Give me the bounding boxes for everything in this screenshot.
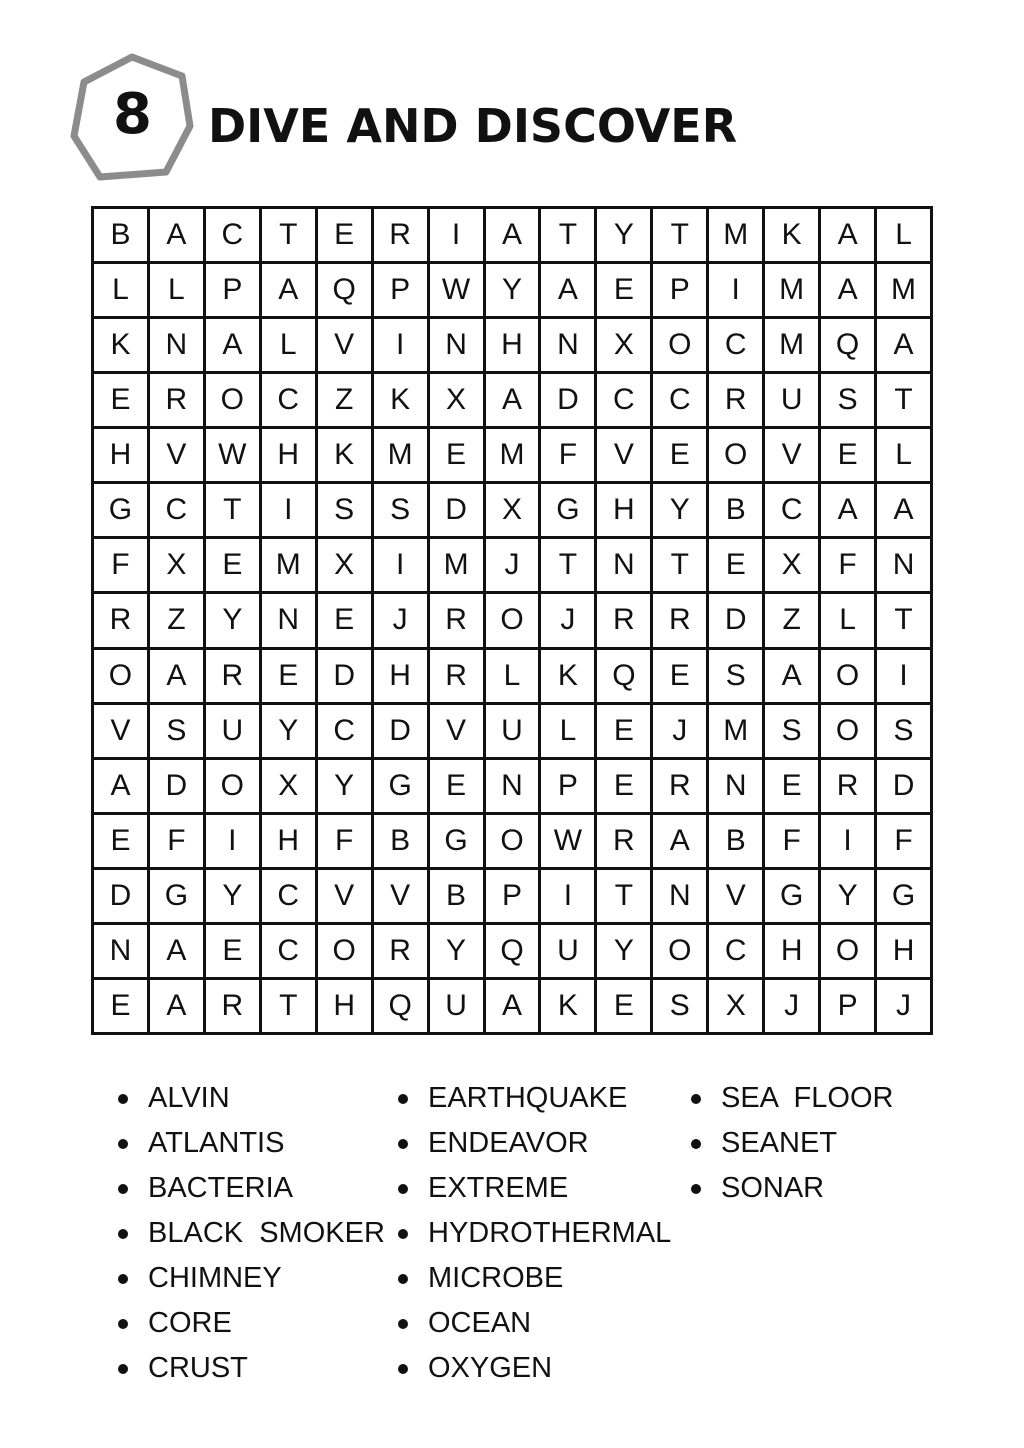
grid-cell: D <box>709 594 765 649</box>
grid-cell: S <box>318 484 374 539</box>
grid-cell: V <box>150 429 206 484</box>
grid-cell: A <box>206 319 262 374</box>
grid-cell: C <box>206 209 262 264</box>
grid-cell: E <box>94 980 150 1035</box>
bullet-icon <box>118 1229 128 1239</box>
bullet-icon <box>118 1184 128 1194</box>
grid-cell: U <box>206 705 262 760</box>
grid-cell: I <box>709 264 765 319</box>
grid-cell: O <box>821 925 877 980</box>
grid-cell: J <box>877 980 933 1035</box>
grid-cell: E <box>821 429 877 484</box>
bullet-icon <box>398 1094 408 1104</box>
grid-cell: Q <box>597 650 653 705</box>
grid-cell: D <box>94 870 150 925</box>
bullet-icon <box>398 1139 408 1149</box>
grid-cell: A <box>821 209 877 264</box>
grid-cell: B <box>374 815 430 870</box>
page-title: DIVE AND DISCOVER <box>208 99 738 153</box>
grid-cell: R <box>206 650 262 705</box>
grid-cell: V <box>94 705 150 760</box>
grid-cell: H <box>877 925 933 980</box>
grid-cell: E <box>430 429 486 484</box>
grid-cell: R <box>821 760 877 815</box>
grid-cell: O <box>94 650 150 705</box>
grid-cell: I <box>821 815 877 870</box>
grid-cell: H <box>765 925 821 980</box>
bullet-icon <box>691 1094 701 1104</box>
grid-cell: S <box>821 374 877 429</box>
grid-cell: N <box>709 760 765 815</box>
grid-cell: B <box>709 484 765 539</box>
word-label: ATLANTIS <box>148 1127 285 1159</box>
grid-cell: R <box>709 374 765 429</box>
grid-cell: L <box>877 209 933 264</box>
puzzle-number-badge <box>70 52 195 187</box>
grid-cell: Y <box>206 870 262 925</box>
grid-cell: E <box>653 650 709 705</box>
grid-cell: J <box>541 594 597 649</box>
grid-cell: R <box>206 980 262 1035</box>
bullet-icon <box>118 1274 128 1284</box>
grid-cell: I <box>206 815 262 870</box>
grid-cell: J <box>486 539 542 594</box>
grid-cell: Q <box>374 980 430 1035</box>
grid-cell: U <box>541 925 597 980</box>
bullet-icon <box>691 1139 701 1149</box>
grid-cell: O <box>821 650 877 705</box>
grid-cell: A <box>486 374 542 429</box>
grid-cell: R <box>653 760 709 815</box>
grid-cell: S <box>653 980 709 1035</box>
grid-cell: V <box>430 705 486 760</box>
grid-cell: A <box>262 264 318 319</box>
grid-cell: C <box>597 374 653 429</box>
grid-cell: A <box>877 484 933 539</box>
grid-cell: J <box>765 980 821 1035</box>
bullet-icon <box>398 1229 408 1239</box>
grid-cell: C <box>709 925 765 980</box>
grid-cell: H <box>262 815 318 870</box>
grid-cell: D <box>374 705 430 760</box>
grid-cell: K <box>765 209 821 264</box>
grid-cell: S <box>709 650 765 705</box>
grid-cell: E <box>94 374 150 429</box>
word-list-item <box>118 1076 385 1121</box>
grid-cell: A <box>486 209 542 264</box>
grid-cell: N <box>262 594 318 649</box>
grid-cell: K <box>374 374 430 429</box>
word-list-column-2 <box>398 1076 671 1391</box>
grid-cell: H <box>597 484 653 539</box>
grid-cell: T <box>877 594 933 649</box>
word-list-item <box>398 1256 671 1301</box>
grid-cell: E <box>94 815 150 870</box>
grid-cell: D <box>430 484 486 539</box>
grid-cell: M <box>877 264 933 319</box>
bullet-icon <box>118 1139 128 1149</box>
grid-cell: R <box>150 374 206 429</box>
grid-cell: C <box>262 925 318 980</box>
grid-cell: H <box>486 319 542 374</box>
word-list-column-3 <box>691 1076 893 1211</box>
word-list-item <box>118 1121 385 1166</box>
bullet-icon <box>691 1184 701 1194</box>
grid-cell: T <box>206 484 262 539</box>
word-label: CORE <box>148 1307 232 1339</box>
grid-cell: E <box>318 209 374 264</box>
word-label: OXYGEN <box>428 1352 553 1384</box>
grid-cell: O <box>486 815 542 870</box>
grid-cell: E <box>597 264 653 319</box>
grid-cell: F <box>318 815 374 870</box>
grid-cell: X <box>262 760 318 815</box>
grid-cell: P <box>653 264 709 319</box>
bullet-icon <box>398 1364 408 1374</box>
grid-cell: R <box>653 594 709 649</box>
grid-cell: Y <box>206 594 262 649</box>
grid-cell: G <box>374 760 430 815</box>
grid-cell: N <box>430 319 486 374</box>
grid-cell: A <box>821 484 877 539</box>
grid-cell: T <box>262 209 318 264</box>
word-list-item <box>691 1121 893 1166</box>
bullet-icon <box>118 1319 128 1329</box>
grid-cell: C <box>653 374 709 429</box>
grid-cell: R <box>597 815 653 870</box>
grid-cell: C <box>765 484 821 539</box>
grid-cell: T <box>541 539 597 594</box>
word-list-item <box>118 1166 385 1211</box>
grid-cell: M <box>486 429 542 484</box>
grid-cell: Y <box>597 209 653 264</box>
grid-cell: R <box>430 650 486 705</box>
grid-cell: E <box>262 650 318 705</box>
grid-cell: R <box>597 594 653 649</box>
grid-cell: G <box>877 870 933 925</box>
grid-cell: T <box>877 374 933 429</box>
grid-cell: V <box>765 429 821 484</box>
grid-cell: H <box>262 429 318 484</box>
grid-cell: Q <box>318 264 374 319</box>
grid-cell: C <box>262 374 318 429</box>
grid-cell: U <box>430 980 486 1035</box>
word-label: CRUST <box>148 1352 248 1384</box>
grid-cell: E <box>597 705 653 760</box>
word-label: ALVIN <box>148 1082 230 1114</box>
grid-cell: E <box>597 760 653 815</box>
word-list-item <box>398 1211 671 1256</box>
grid-cell: E <box>597 980 653 1035</box>
grid-cell: R <box>374 925 430 980</box>
grid-cell: N <box>597 539 653 594</box>
grid-cell: C <box>318 705 374 760</box>
grid-cell: F <box>877 815 933 870</box>
grid-cell: R <box>430 594 486 649</box>
puzzle-header <box>70 52 970 187</box>
grid-cell: X <box>318 539 374 594</box>
grid-cell: M <box>374 429 430 484</box>
grid-cell: L <box>150 264 206 319</box>
grid-cell: G <box>430 815 486 870</box>
grid-cell: C <box>709 319 765 374</box>
grid-cell: M <box>430 539 486 594</box>
grid-cell: Y <box>262 705 318 760</box>
grid-cell: L <box>877 429 933 484</box>
grid-cell: S <box>765 705 821 760</box>
word-list-item <box>398 1076 671 1121</box>
grid-cell: P <box>541 760 597 815</box>
word-label: HYDROTHERMAL <box>428 1217 672 1249</box>
grid-cell: O <box>709 429 765 484</box>
word-label: ENDEAVOR <box>428 1127 589 1159</box>
bullet-icon <box>118 1094 128 1104</box>
grid-cell: W <box>206 429 262 484</box>
grid-cell: T <box>262 980 318 1035</box>
word-list-item <box>398 1346 671 1391</box>
grid-cell: G <box>94 484 150 539</box>
grid-cell: N <box>653 870 709 925</box>
word-list-item <box>398 1166 671 1211</box>
grid-cell: Y <box>821 870 877 925</box>
grid-cell: L <box>821 594 877 649</box>
grid-cell: O <box>486 594 542 649</box>
grid-cell: A <box>94 760 150 815</box>
grid-cell: V <box>709 870 765 925</box>
word-list-item <box>691 1076 893 1121</box>
grid-cell: O <box>206 374 262 429</box>
grid-cell: V <box>374 870 430 925</box>
grid-cell: P <box>374 264 430 319</box>
grid-cell: L <box>262 319 318 374</box>
grid-cell: F <box>821 539 877 594</box>
grid-cell: N <box>94 925 150 980</box>
word-list-item <box>118 1256 385 1301</box>
grid-cell: X <box>597 319 653 374</box>
word-label: SONAR <box>721 1172 825 1204</box>
grid-cell: A <box>150 209 206 264</box>
grid-cell: V <box>597 429 653 484</box>
grid-cell: N <box>486 760 542 815</box>
grid-cell: V <box>318 319 374 374</box>
grid-cell: G <box>541 484 597 539</box>
grid-cell: I <box>374 539 430 594</box>
grid-cell: A <box>653 815 709 870</box>
grid-cell: X <box>430 374 486 429</box>
word-list-item <box>398 1301 671 1346</box>
grid-cell: O <box>653 925 709 980</box>
grid-cell: E <box>318 594 374 649</box>
grid-cell: J <box>653 705 709 760</box>
grid-cell: Q <box>821 319 877 374</box>
grid-cell: N <box>150 319 206 374</box>
word-label: CHIMNEY <box>148 1262 282 1294</box>
grid-cell: I <box>877 650 933 705</box>
bullet-icon <box>398 1184 408 1194</box>
grid-cell: L <box>94 264 150 319</box>
grid-cell: O <box>653 319 709 374</box>
grid-cell: X <box>709 980 765 1035</box>
grid-cell: E <box>653 429 709 484</box>
grid-cell: U <box>486 705 542 760</box>
grid-cell: P <box>486 870 542 925</box>
grid-cell: G <box>765 870 821 925</box>
grid-cell: W <box>430 264 486 319</box>
grid-cell: M <box>262 539 318 594</box>
grid-cell: S <box>150 705 206 760</box>
grid-cell: D <box>877 760 933 815</box>
grid-cell: K <box>541 980 597 1035</box>
grid-cell: T <box>653 539 709 594</box>
grid-cell: C <box>150 484 206 539</box>
grid-cell: Z <box>150 594 206 649</box>
grid-cell: Z <box>318 374 374 429</box>
grid-cell: M <box>765 264 821 319</box>
grid-cell: Y <box>597 925 653 980</box>
grid-cell: F <box>94 539 150 594</box>
grid-cell: R <box>94 594 150 649</box>
grid-cell: A <box>541 264 597 319</box>
grid-cell: O <box>318 925 374 980</box>
grid-cell: G <box>150 870 206 925</box>
grid-cell: H <box>374 650 430 705</box>
grid-cell: X <box>486 484 542 539</box>
grid-cell: I <box>430 209 486 264</box>
grid-cell: L <box>486 650 542 705</box>
bullet-icon <box>398 1274 408 1284</box>
grid-cell: E <box>206 539 262 594</box>
grid-cell: E <box>430 760 486 815</box>
bullet-icon <box>398 1319 408 1329</box>
word-list-item <box>398 1121 671 1166</box>
grid-cell: J <box>374 594 430 649</box>
word-list-item <box>118 1301 385 1346</box>
word-list <box>118 1076 938 1396</box>
grid-cell: E <box>206 925 262 980</box>
grid-cell: V <box>318 870 374 925</box>
grid-cell: N <box>541 319 597 374</box>
grid-cell: S <box>877 705 933 760</box>
grid-cell: E <box>709 539 765 594</box>
grid-cell: K <box>318 429 374 484</box>
grid-cell: A <box>150 980 206 1035</box>
grid-cell: H <box>318 980 374 1035</box>
word-list-item <box>691 1166 893 1211</box>
grid-cell: D <box>150 760 206 815</box>
grid-cell: A <box>877 319 933 374</box>
grid-cell: R <box>374 209 430 264</box>
grid-cell: O <box>821 705 877 760</box>
grid-cell: B <box>430 870 486 925</box>
grid-cell: W <box>541 815 597 870</box>
grid-cell: I <box>541 870 597 925</box>
grid-cell: P <box>206 264 262 319</box>
grid-cell: F <box>541 429 597 484</box>
word-list-item <box>118 1211 385 1256</box>
grid-cell: S <box>374 484 430 539</box>
word-label: BACTERIA <box>148 1172 294 1204</box>
word-label: SEANET <box>721 1127 838 1159</box>
grid-cell: I <box>374 319 430 374</box>
grid-cell: A <box>765 650 821 705</box>
grid-cell: B <box>709 815 765 870</box>
grid-cell: M <box>765 319 821 374</box>
grid-cell: Q <box>486 925 542 980</box>
grid-cell: C <box>262 870 318 925</box>
word-label: BLACK SMOKER <box>148 1217 385 1249</box>
grid-cell: A <box>150 650 206 705</box>
grid-cell: Z <box>765 594 821 649</box>
word-list-item <box>118 1346 385 1391</box>
word-label: SEA FLOOR <box>721 1082 894 1114</box>
grid-cell: F <box>150 815 206 870</box>
grid-cell: M <box>709 209 765 264</box>
grid-cell: D <box>541 374 597 429</box>
puzzle-number: 8 <box>113 82 152 147</box>
grid-cell: T <box>541 209 597 264</box>
grid-cell: T <box>653 209 709 264</box>
grid-cell: T <box>597 870 653 925</box>
grid-cell: P <box>821 980 877 1035</box>
grid-cell: Y <box>653 484 709 539</box>
grid-cell: X <box>150 539 206 594</box>
word-label: MICROBE <box>428 1262 564 1294</box>
grid-cell: Y <box>318 760 374 815</box>
grid-cell: H <box>94 429 150 484</box>
grid-cell: K <box>541 650 597 705</box>
grid-cell: U <box>765 374 821 429</box>
word-label: EARTHQUAKE <box>428 1082 628 1114</box>
grid-cell: O <box>206 760 262 815</box>
grid-cell: D <box>318 650 374 705</box>
grid-cell: B <box>94 209 150 264</box>
bullet-icon <box>118 1364 128 1374</box>
grid-cell: A <box>150 925 206 980</box>
grid-cell: A <box>821 264 877 319</box>
word-list-column-1 <box>118 1076 385 1391</box>
grid-cell: E <box>765 760 821 815</box>
grid-cell: L <box>541 705 597 760</box>
grid-cell: N <box>877 539 933 594</box>
grid-cell: K <box>94 319 150 374</box>
grid-cell: I <box>262 484 318 539</box>
grid-cell: Y <box>430 925 486 980</box>
word-label: OCEAN <box>428 1307 532 1339</box>
grid-cell: X <box>765 539 821 594</box>
word-search-grid <box>91 206 933 1035</box>
grid-cell: F <box>765 815 821 870</box>
word-label: EXTREME <box>428 1172 569 1204</box>
grid-cell: A <box>486 980 542 1035</box>
grid-cell: M <box>709 705 765 760</box>
grid-cell: Y <box>486 264 542 319</box>
